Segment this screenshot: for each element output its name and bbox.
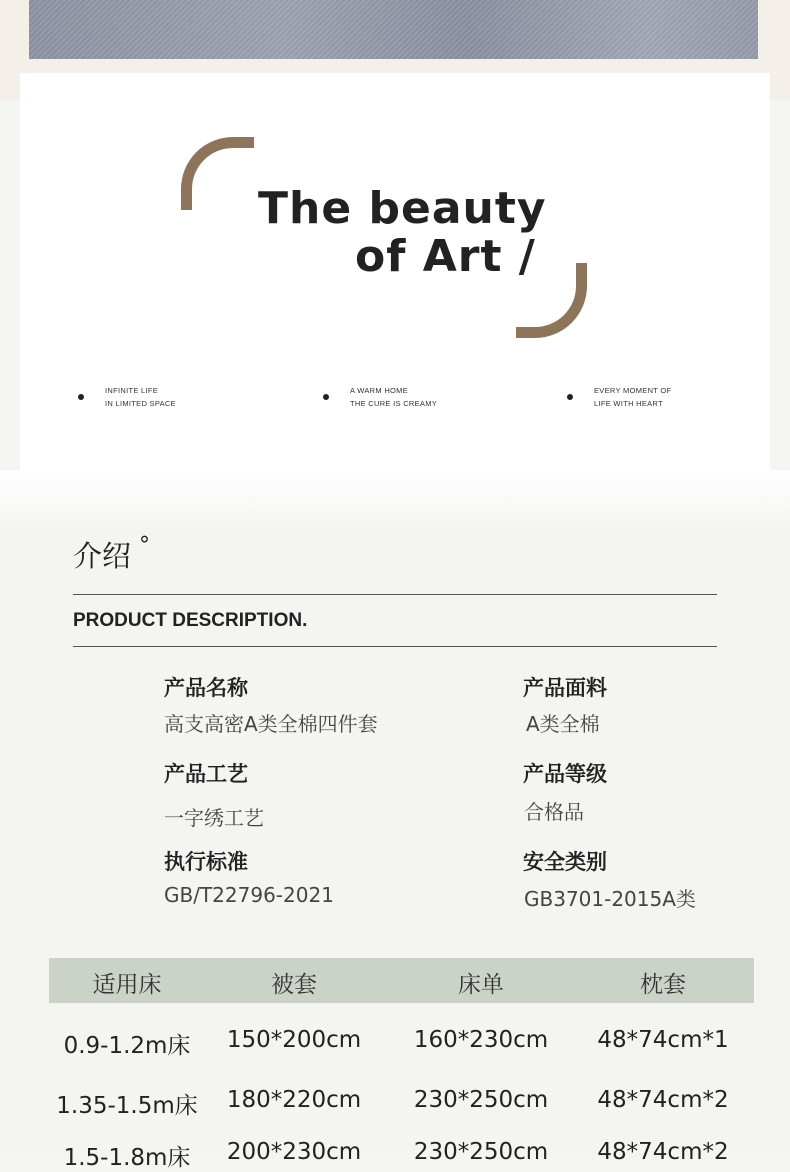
tagline-2 [350, 384, 437, 410]
spec-label-product-name: 产品名称 [164, 676, 248, 700]
table-cell: 0.9-1.2m床 [63, 1033, 191, 1059]
tagline-line2: LIFE WITH HEART [594, 399, 663, 408]
tagline-line1: EVERY MOMENT OF [594, 386, 672, 395]
spec-value-grade: 合格品 [524, 800, 584, 824]
table-header-sheet: 床单 [458, 972, 504, 998]
spec-value-fabric: A类全棉 [526, 712, 600, 736]
section-heading-text: 介绍 [73, 539, 132, 573]
tagline-line1: A WARM HOME [350, 386, 409, 395]
table-cell: 200*230cm [226, 1139, 362, 1165]
table-cell: 150*200cm [226, 1027, 362, 1053]
fabric-photo [29, 0, 758, 59]
banner-title-line1: The beauty [258, 183, 547, 234]
banner-title-line2: of Art / [355, 231, 536, 282]
table-header-duvet: 被套 [271, 972, 317, 998]
spec-label-safety: 安全类别 [523, 850, 607, 874]
spec-value-standard: GB/T22796-2021 [164, 883, 334, 907]
table-cell: 48*74cm*2 [597, 1139, 729, 1165]
tagline-3 [594, 384, 671, 410]
spec-label-standard: 执行标准 [164, 850, 248, 874]
divider-bottom [73, 646, 717, 647]
table-cell: 1.35-1.5m床 [56, 1093, 198, 1119]
spec-label-grade: 产品等级 [523, 762, 607, 786]
divider-top [73, 594, 717, 595]
section-heading [73, 534, 150, 575]
tagline-line2: IN LIMITED SPACE [105, 399, 176, 408]
tagline-1 [105, 384, 176, 410]
spec-label-craft: 产品工艺 [164, 762, 248, 786]
table-header-bed: 适用床 [92, 972, 162, 998]
bullet-dot-icon [567, 394, 573, 400]
table-cell: 1.5-1.8m床 [63, 1145, 191, 1171]
tagline-line2: THE CURE IS CREAMY [350, 399, 438, 408]
table-cell: 48*74cm*1 [597, 1027, 729, 1053]
table-header-pillowcase: 枕套 [640, 972, 686, 998]
heading-degree-mark: ° [139, 533, 151, 558]
table-cell: 48*74cm*2 [597, 1087, 729, 1113]
tagline-line1: INFINITE LIFE [105, 386, 159, 395]
spec-value-safety: GB3701-2015A类 [524, 887, 696, 911]
spec-label-fabric: 产品面料 [523, 676, 607, 700]
art-banner [20, 73, 770, 483]
bullet-dot-icon [323, 394, 329, 400]
spec-value-product-name: 高支高密A类全棉四件套 [164, 712, 378, 736]
top-left-bracket-ornament [181, 137, 254, 210]
bullet-dot-icon [78, 394, 84, 400]
spec-value-craft: 一字绣工艺 [164, 806, 264, 830]
section-subtitle: PRODUCT DESCRIPTION. [73, 610, 308, 631]
table-cell: 160*230cm [413, 1027, 549, 1053]
table-cell: 230*250cm [413, 1087, 549, 1113]
table-cell: 180*220cm [226, 1087, 362, 1113]
table-cell: 230*250cm [413, 1139, 549, 1165]
